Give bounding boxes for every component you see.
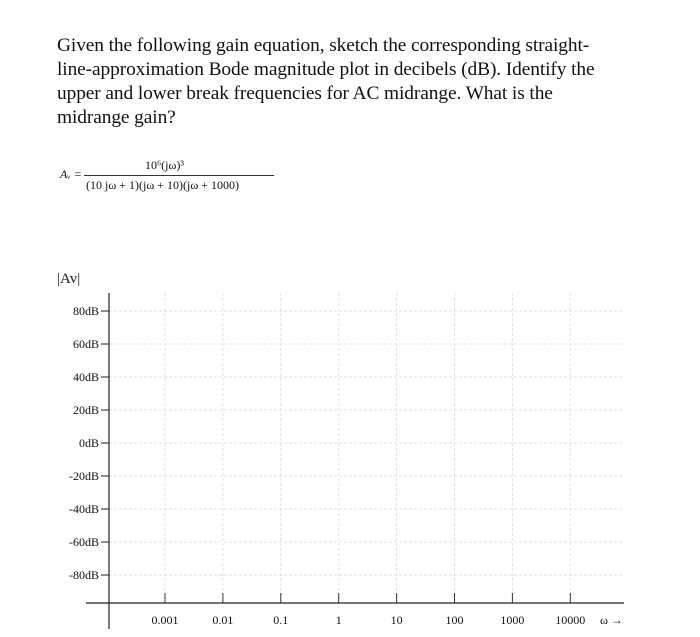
x-tick-label: 0.1: [273, 613, 289, 627]
x-tick-label: 1: [335, 613, 342, 627]
equation-denominator: (10 jω + 1)(jω + 10)(jω + 1000): [86, 178, 239, 192]
y-tick-label: -20dB: [69, 469, 99, 483]
question-line: midrange gain?: [57, 107, 176, 128]
y-tick-label: -40dB: [69, 502, 99, 516]
y-tick-label: 80dB: [72, 304, 99, 318]
y-tick-label: -60dB: [69, 535, 99, 549]
label-layer: [57, 271, 623, 627]
question-line: Given the following gain equation, sketch the corresponding straight-: [57, 35, 590, 56]
x-tick-label: 10: [390, 613, 403, 627]
question-line: upper and lower break frequencies for AC midrange. What is the: [57, 83, 553, 104]
y-tick-label: 0dB: [78, 436, 99, 450]
x-tick-label: 10000: [555, 613, 586, 627]
question-line: line-approximation Bode magnitude plot in decibels (dB). Identify the: [57, 59, 595, 80]
y-tick-label: 20dB: [72, 403, 99, 417]
equation-lhs: Aᵥ =: [60, 167, 82, 181]
y-tick-label: 60dB: [72, 337, 99, 351]
y-tick-label: -80dB: [69, 568, 99, 582]
y-tick-label: 40dB: [72, 370, 99, 384]
x-tick-label: 1000: [500, 613, 525, 627]
x-tick-label: 0.01: [212, 613, 234, 627]
axis-layer: [86, 293, 624, 629]
y-axis-label: |Av|: [57, 271, 81, 287]
equation-numerator: 10⁶(jω)³: [145, 158, 185, 172]
grid-layer: [109, 293, 624, 603]
x-tick-label: 0.001: [151, 613, 179, 627]
x-tick-label: 100: [445, 613, 464, 627]
x-axis-label: ω →: [600, 613, 623, 627]
